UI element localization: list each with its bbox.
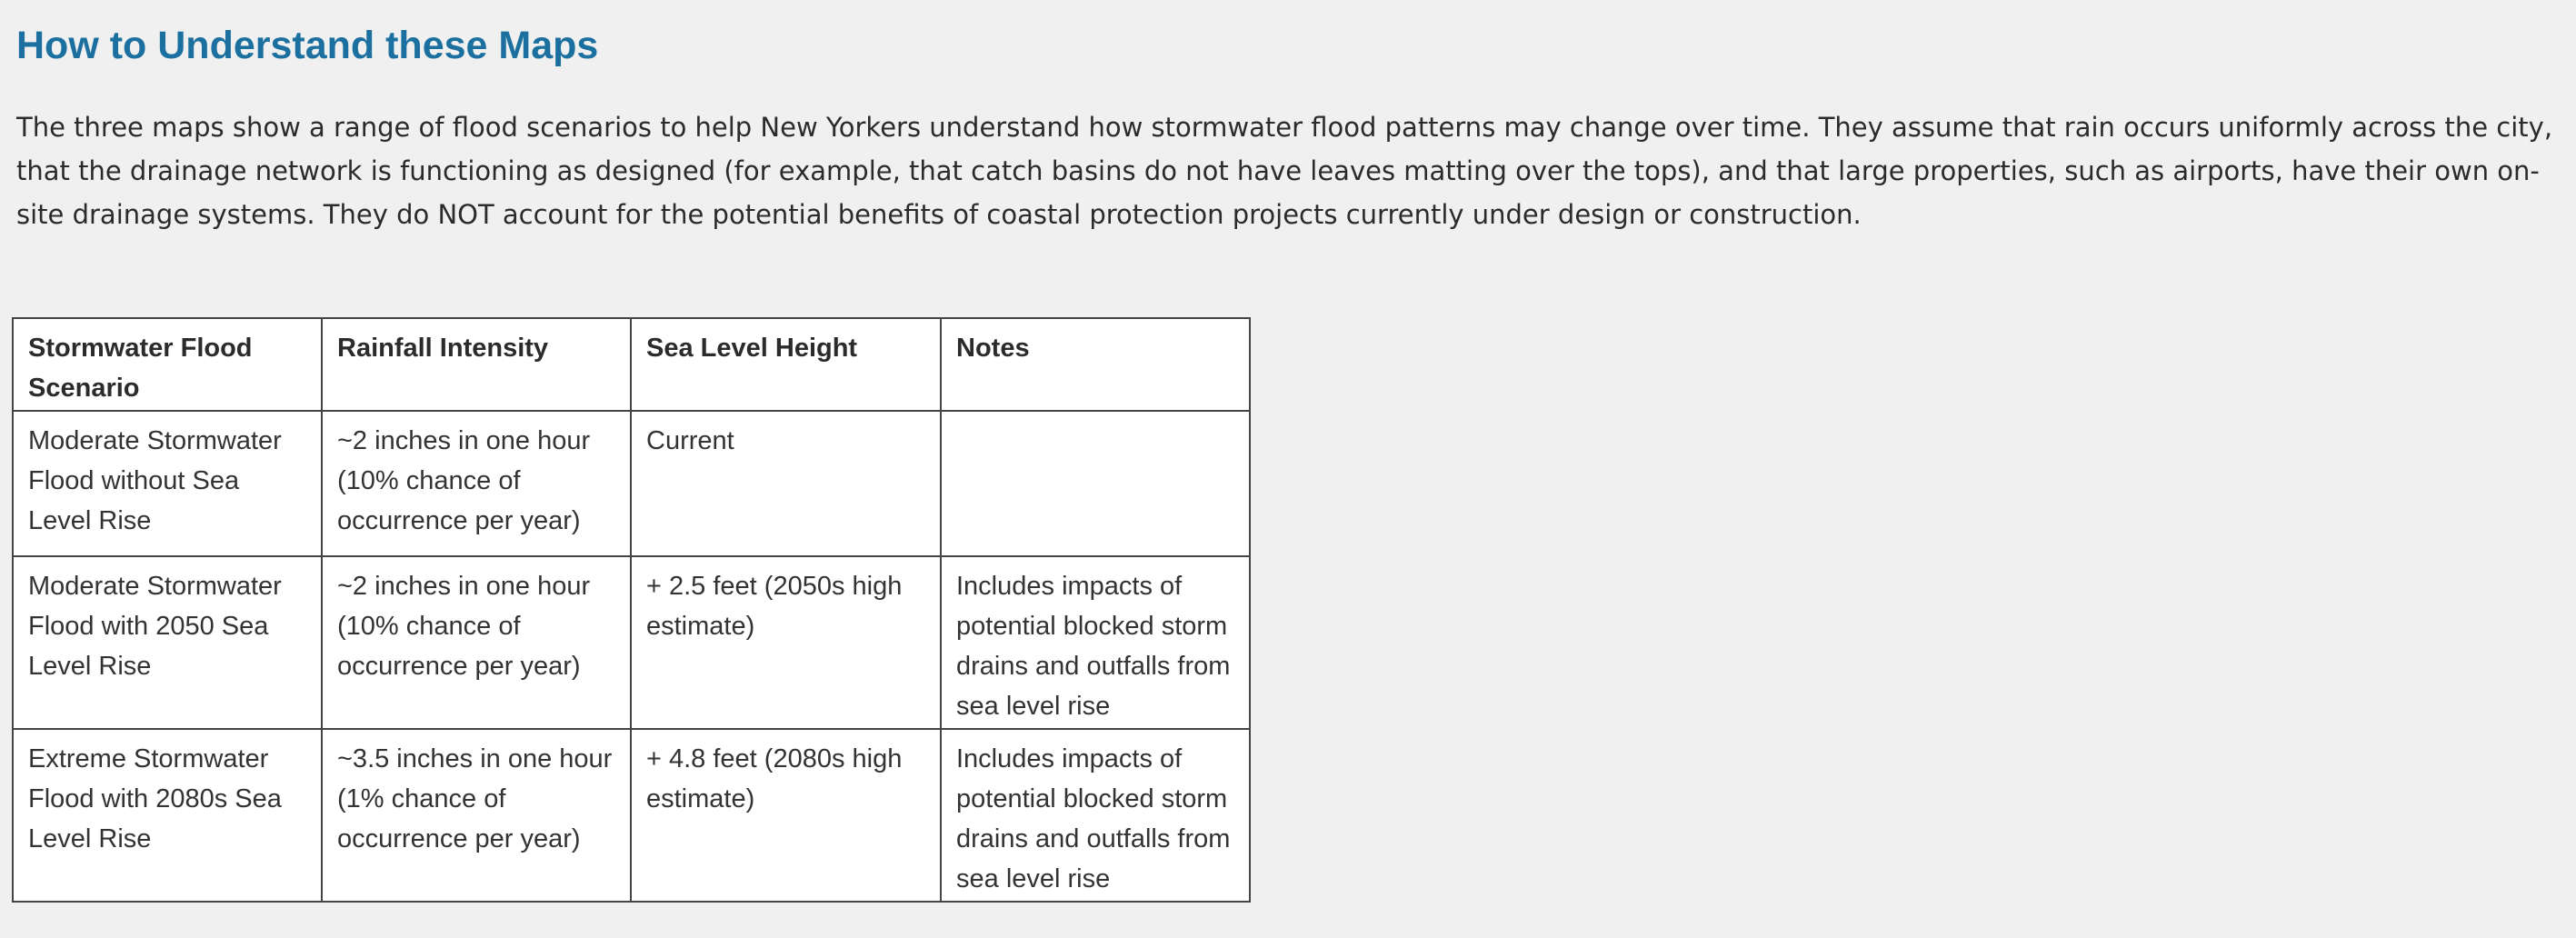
cell-notes: Includes impacts of potential blocked storm drains and outfalls from sea level rise (941, 556, 1250, 729)
cell-notes (941, 411, 1250, 556)
cell-rainfall: ~3.5 inches in one hour (1% chance of occurrence per year) (322, 729, 631, 902)
table-header-row (13, 318, 1250, 411)
intro-paragraph: The three maps show a range of flood scenarios to help New Yorkers understand how stormwater flood patterns may change over time. They assume that rain occurs uniformly across the city, that the drainage network is functioning as designed (for example, that catch basins do not have leaves matting over the tops), and that large properties, such as airports, have their own on-site drainage systems. They do NOT account for the potential benefits of coastal protection projects currently under design or construction. (16, 112, 2553, 230)
header-notes: Notes (941, 318, 1250, 411)
table-row (13, 556, 1250, 729)
table-row (13, 729, 1250, 902)
cell-rainfall: ~2 inches in one hour (10% chance of occurrence per year) (322, 556, 631, 729)
cell-sea-level: Current (631, 411, 941, 556)
page-heading: How to Understand these Maps (16, 24, 599, 67)
cell-sea-level: + 4.8 feet (2080s high estimate) (631, 729, 941, 902)
table-row (13, 411, 1250, 556)
header-sea-level: Sea Level Height (631, 318, 941, 411)
header-scenario: Stormwater Flood Scenario (13, 318, 322, 411)
flood-scenarios-table (12, 317, 1251, 903)
cell-scenario: Extreme Stormwater Flood with 2080s Sea Level Rise (13, 729, 322, 902)
cell-notes: Includes impacts of potential blocked storm drains and outfalls from sea level rise (941, 729, 1250, 902)
header-rainfall: Rainfall Intensity (322, 318, 631, 411)
cell-scenario: Moderate Stormwater Flood without Sea Level Rise (13, 411, 322, 556)
cell-rainfall: ~2 inches in one hour (10% chance of occurrence per year) (322, 411, 631, 556)
cell-scenario: Moderate Stormwater Flood with 2050 Sea Level Rise (13, 556, 322, 729)
cell-sea-level: + 2.5 feet (2050s high estimate) (631, 556, 941, 729)
